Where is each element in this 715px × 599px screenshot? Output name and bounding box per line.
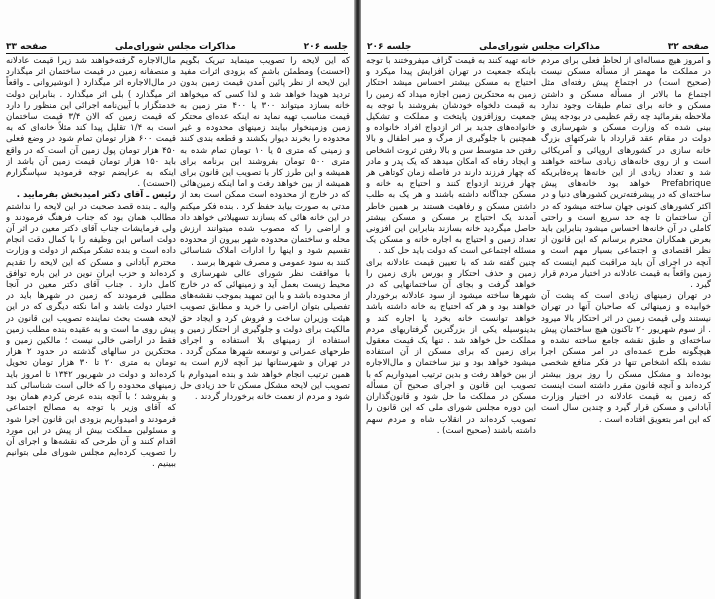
paragraph: مال‌الاجاره گرفته‌خواهند شد زیرا قیمت عادلانه و منصفانه زمین در قیمت ساختمان اثر میگذارد در مال‌الاجاره اثر میگذارد ( انوشیروانی ـ واقعاً اثر میگذارد ) بلی اثر میگذارد . بنابراین دولت خدمتگزار با آیین‌نامه اجرائی این منظور را دارد که قیمت زمین که الان ۳/۴ قیمت ساختمان است به ۱/۴ تقلیل پیدا کند مثلاً خانه‌ای که به قیمت ۶۰۰ هزار تومان تمام شود در وضع فعلی ۴۵۰ هزار تومان پول زمین آن است که در واقع باید ۱۵۰ هزار تومان قیمت زمین آن باشد از اینکه به عرایضم توجه فرمودید سپاسگزارم (احسنت) . [6,56,176,190]
session-label: جلسه ۲۰۶ [303,42,348,52]
paragraph: والیه ـ بنده قصد صحبت در این لایحه را نداشتم مطالب همان بود که جناب فرهنگ فرمودند و ولی فرمایشات جناب آقای دکتر معین در اثر آن دولت اساس این وظیفه را با کمال دقت انجام داده است و بنده تشکر میکنم از دولت و وزارت محترم آبادانی و مسکن که این لایحه را تقدیم کرده‌اند و حزب ایران نوین در این باره توافق کامل دارد . جناب آقای دکتر معین در آنجا مطلبی فرمودند که زمین در شهرها باید در اختیار دولت باشد و اما نکته دیگری که در این لایحه هست بحث نماینده تصویب این قانون در پیش روی ما است و به عقیده بنده مطلب زمین فقط در اراضی خالی نیست ؛ مالکین زمین و محتکرین در سالهای گذشته در حدود ۲ هزار تومان به متری ۲۰ تا ۳۰ هزار تومان تحویل کرده‌اند و دولت در شهریور ۱۳۴۲ تا امروز باید زمینهای محدوده را که خالی است شناسائی کند و بفروشد ؛ با آنچه بنده عرض کردم همان بود که آقای وزیر با توجه به مصالح اجتماعی فرمودند و امیدواریم بزودی این قانون اجرا شود و مسئولین مملکت بیش از پیش در این مورد اقدام کنند و آن طرحی که نقشه‌ها و اجرای آن را تصویب کرده‌ایم مجلس شورای ملی بتوانیم ببینیم . [6,201,176,470]
paragraph: با موافقت نظر شورای عالی شهرسازی و محیط زیست بعمل آید و زمینهائی که در خارج از محدوده باشد و با این تمهید بموجب نقشه‌های تفصیلی بتوان اراضی را خرید و مطابق تصویب هیئت وزیران ساخت و فروش کرد و ایجاد حق مالکیت برای دولت و جلوگیری از احتکار زمین و استفاده از زمینهای بلا استفاده و اجرای طرحهای عمرانی و توسعه شهرها ممکن گردد . در تهران و شهرستانها نیز آنچه لازم است به همین ترتیب انجام خواهد شد و بنده امیدوارم با تصویب این لایحه مشکل مسکن تا حد زیادی حل شود و مردم از نعمت خانه برخوردار گردند . [180,268,350,403]
page-number: صفحه ۳۳ [6,42,48,52]
page-header [6,40,348,54]
paragraph: و امروز هیچ مسأله‌ای از لحاظ فعلی برای مردم در مملکت ما مهمتر از مسأله مسکن نیست (صحیح است) در اجتماع پیش رفته‌ای مثل اجتماع ما بالاتر از مسأله مسکن و داشتن مسکن و خانه برای تمام طبقات وجود ندارد ملاحظه بفرمائید چه رقم عظیمی در بودجه پیش بینی شده که وزارت مسکن و شهرسازی و دولت در مقام عقد قرارداد با شرکتهای بزرگ خانه سازی در کشورهای اروپائی و آمریکائی است و از روی خانه‌های زیادی ساخته خواهند شد و تعداد زیادی از این خانه‌ها پره‌فابریکه Prefabrique خواهد بود خانه‌های پیش ساخته‌ای که در پیشرفته‌ترین کشورهای دنیا و در اکثر کشورهای کنونی جهان ساخته میشود که در آن ساختمان تا چه حد سریع است و راحتی کاملی در آن خانه‌ها احساس میشود بنابراین باید بعرض همکاران محترم برسانم که این قانون از نظر اقتصادی و اجتماعی بسیار مهم است و آنچه در اجرای آن باید مراقبت کنیم اینست که زمین واقعاً به قیمت عادلانه در اختیار مردم قرار گیرد . [541,56,711,291]
paragraph: خانه تهیه کنند به قیمت گزاف میفروختند با توجه باینکه جمعیت در تهران افزایش پیدا میکرد و احتیاج به مسکن بیشتر احساس میشد احتکار زمین به محتکرین زمین اجازه میداد که زمین را به قیمت دلخواه خودشان بفروشند با توجه به جمعیت روزافزون پایتخت و مملکت و تشکیل خانواده‌های جدید بر اثر ازدواج افراد خانواده و همچنین با جلوگیری از مرگ و میر اطفال و بالا رفتن حد متوسط سن و بالا رفتن ثروت اشخاص و ایجاد رفاه که امکان میدهد که یک پدر و مادر که چهار فرزند دارند در فاصله زمان کوتاهی هر چهار فرزند ازدواج کنند و احتیاج به خانه و مسکن جداگانه داشته باشند و هر یک به طلب داشتن مسکن و رفاهیت هستند بر همین خاطر آمدند یک احتیاج بر مسکن و مسکن بیشتر حاصل میگردید خانه بسازند بنابراین این افزونی تعداد زمین و احتیاج به اجاره خانه و مسکن یک مسئله اجتماعی است که دولت باید حل کند . [366,56,536,257]
book-gutter [354,0,361,599]
page-number: صفحه ۳۲ [667,42,709,52]
text-column-right [180,56,350,596]
running-title: مذاکرات مجلس شورای‌ملی [479,42,601,52]
text-column-right [541,56,711,596]
session-label: جلسه ۲۰۶ [367,42,412,52]
speaker-line: رئیس ـ آقای دکتر امیدبخش بفرمایید . [16,190,176,201]
text-column-left [366,56,536,596]
page-header [367,40,709,54]
left-page [0,0,354,599]
paragraph: چنین گفته شد که با تعیین قیمت عادلانه برای زمین و حذف احتکار و بورس بازی زمین را خواهد گرفت و بجای آن ساختمانهایی که در شهرها ساخته میشود از سود عادلانه برخوردار خواهند بود و هر که احتیاج به خانه داشته باشد خواهد توانست خانه بخرد یا اجاره کند و بدینوسیله یکی از بزرگترین گرفتاریهای مردم مملکت حل خواهد شد . تنها یک قیمت معقول برای زمین که برای مسکن از آن استفاده میشود خواهد بود و نیز ساختمان و مال‌الاجاره از بین خواهد رفت و بدین ترتیب امیدواریم که با تصویب این قانون و اجرای صحیح آن مسأله مسکن در مملکت ما حل شود و قانون‌گذاران این دوره مجلس شورای ملی که این قانون را تصویب کرده‌اند در انقلاب شاه و مردم سهم داشته باشند (صحیح است) . [366,257,536,436]
text-column-left [6,56,176,596]
paragraph: که این لایحه را تصویب مینماید تبریک بگویم (احسنت) ومطمئن باشم که بزودی اثرات مفید این لایحه از نظر پائین آمدن قیمت زمین بدون تردید هویدا خواهد شد و لذا کسی که میخواهد خانه بسازد میتواند ۳۰۰ یا ۴۰۰ متر زمین به قیمت مناسب تهیه نماید نه اینکه عده‌ای محتکر زمین وزمینخوار بیایند زمینهای محدوده و غیر محدوده را بخرند دیوار بکشند و قطعه بندی کنند و زمینی که متری ۵ یا ۱۰ تومان تمام شده به متری ۵۰۰ تومان بفروشند این برنامه برای همیشه و این طرز کار با تصویب این قانون برای همیشه از بین خواهد رفت و اما اینکه زمین‌هائی که در خارج از محدوده است ممکن است بعد از مدتی به صورت بیابد حفظ کرد . بنده فکر میکنم در این خانه هائی که بسازند تسهیلاتی خواهد داد و اراضی را که مصوب شده میتوانند ارزش محله و ساختمان محدوده شهر بیرون از محدوده تقسیم شود و اینها را ادارات املاک شناسائی کنند به سود عمومی و مصرف شهرها برسد . [180,56,350,268]
right-page [361,0,715,599]
running-title: مذاکرات مجلس شورای‌ملی [114,42,236,52]
paragraph: در تهران زمینهای زیادی است که پشت آن خوابیده و زمینهائی که صاحبان آنها در تهران نیستند ولی قیمت زمین در اثر احتکار بالا میرود . از سوم شهریور ۲۰ تاکنون هیچ ساختمان پیش ساخته‌ای و طبق نقشه جامع ساخته نشده و هیچگونه طرح عمده‌ای در امر مسکن اجرا نشده بلکه اشخاص تنها در فکر منافع شخصی بوده‌اند و مشکل مسکن را روز بروز بیشتر کرده‌اند و آنچه قانون مقرر داشته است اینست که زمین به قیمت عادلانه در اختیار وزارت آبادانی و مسکن قرار گیرد و چندین سال است که این امر بتعویق افتاده است . [541,291,711,425]
